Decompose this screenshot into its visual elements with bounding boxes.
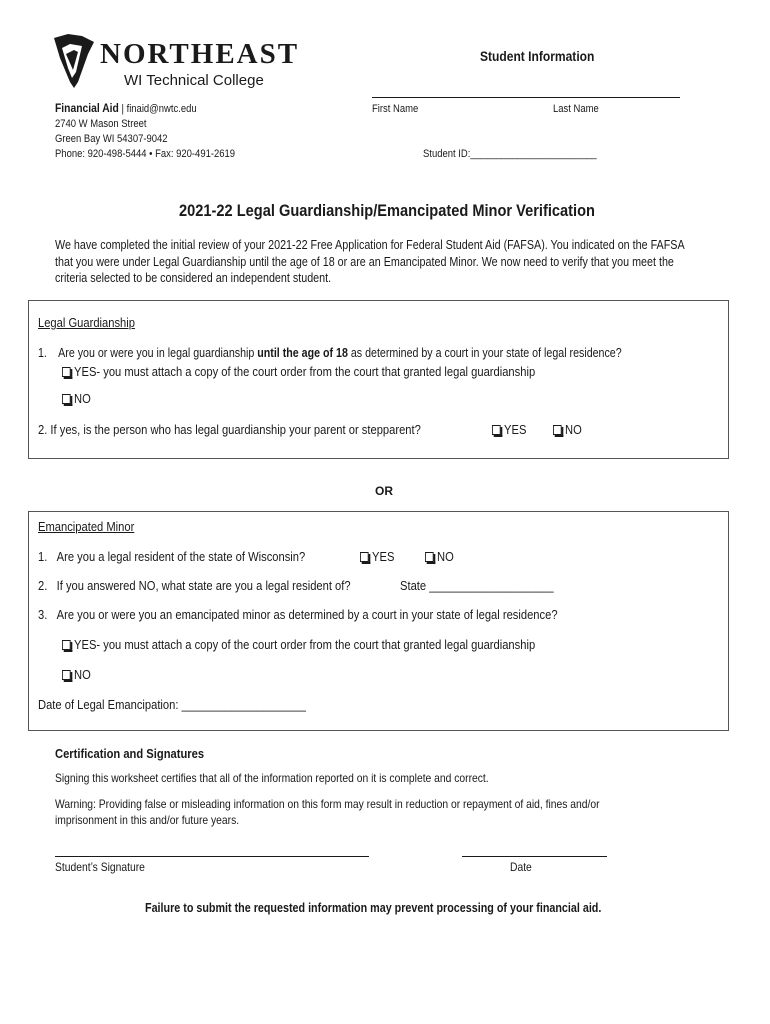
q3-text: Are you or were you an emancipated minor as determined by a court in your state of legal residence? [56, 607, 558, 622]
q1-text-pre: Are you or were you in legal guardianship [58, 345, 255, 360]
or-divider: OR [375, 484, 393, 498]
warning-line: imprisonment in this and/or future years. [55, 813, 240, 827]
address-line-1: 2740 W Mason Street [55, 118, 147, 130]
q1-number: 1. [38, 345, 47, 360]
emancipated-heading: Emancipated Minor [38, 519, 135, 534]
emancipated-q3-no[interactable] [62, 667, 91, 682]
q2-number: 2. [38, 578, 48, 593]
footer-notice: Failure to submit the requested information may prevent processing of your financial aid. [145, 901, 602, 915]
guardianship-q1-no[interactable] [62, 391, 91, 406]
emancipated-q3-yes[interactable] [62, 637, 535, 652]
checkbox-icon[interactable] [62, 394, 71, 404]
checkbox-icon[interactable] [62, 640, 71, 650]
emancipated-q3 [38, 607, 558, 622]
checkbox-icon[interactable] [492, 425, 501, 435]
intro-line: criteria selected to be considered an independent student. [55, 271, 332, 285]
college-logo [52, 32, 302, 90]
address-line-2: Green Bay WI 54307-9042 [55, 133, 168, 145]
warning-text [55, 796, 600, 828]
date-label: Date [510, 860, 532, 874]
checkbox-icon[interactable] [553, 425, 562, 435]
certification-statement: Signing this worksheet certifies that all of the information reported on it is complete and correct. [55, 771, 489, 785]
logo-subtitle: WI Technical College [124, 72, 264, 89]
q1-no-label: NO [437, 549, 454, 564]
checkbox-icon[interactable] [62, 367, 71, 377]
q2-yes-label: YES [504, 422, 527, 437]
q1-yes-label: YES [372, 549, 395, 564]
student-id-field[interactable]: Student ID:________________________ [423, 148, 597, 160]
document-title: 2021-22 Legal Guardianship/Emancipated Minor Verification [179, 201, 595, 220]
date-line[interactable] [462, 856, 607, 857]
q3-no-label: NO [74, 667, 91, 682]
guardianship-q2-yes[interactable] [492, 422, 526, 437]
dept-separator: | [121, 103, 124, 115]
guardianship-q2-no[interactable] [553, 422, 582, 437]
guardianship-q1-yes[interactable] [62, 364, 535, 379]
checkbox-icon[interactable] [62, 670, 71, 680]
certification-heading: Certification and Signatures [55, 746, 205, 761]
intro-paragraph [55, 237, 685, 287]
q2-text: If you answered NO, what state are you a legal resident of? [56, 578, 351, 593]
last-name-label: Last Name [553, 103, 599, 115]
state-field[interactable]: State ____________________ [400, 578, 554, 593]
q1-text-bold: until the age of 18 [257, 345, 348, 360]
dept-name: Financial Aid [55, 101, 119, 115]
intro-line: We have completed the initial review of your 2021-22 Free Application for Federal Student Aid (FAFSA). You indicated on the FAFSA [55, 238, 685, 252]
checkbox-icon[interactable] [425, 552, 434, 562]
emancipation-date-field[interactable]: Date of Legal Emancipation: ____________________ [38, 697, 306, 712]
q1-text: Are you a legal resident of the state of Wisconsin? [56, 549, 306, 564]
contact-block [55, 101, 235, 162]
intro-line: that you were under Legal Guardianship until the age of 18 or are an Emancipated Minor. We now need to verify that you meet the [55, 254, 674, 269]
q1-yes-label: YES- you must attach a copy of the court order from the court that granted legal guardianship [74, 364, 536, 379]
shield-logo-icon [52, 32, 96, 90]
emancipated-q1 [38, 549, 305, 564]
signature-label: Student’s Signature [55, 860, 145, 874]
first-name-label: First Name [372, 103, 419, 115]
emancipated-q1-no[interactable] [425, 549, 454, 564]
guardianship-q1 [38, 345, 622, 360]
emancipated-q2 [38, 578, 351, 593]
q2-no-label: NO [565, 422, 582, 437]
checkbox-icon[interactable] [360, 552, 369, 562]
q1-number: 1. [38, 549, 48, 564]
emancipated-q1-yes[interactable] [360, 549, 394, 564]
dept-email[interactable]: finaid@nwtc.edu [126, 103, 197, 115]
q3-yes-label: YES- you must attach a copy of the court order from the court that granted legal guardianship [74, 637, 536, 652]
guardianship-q2: 2. If yes, is the person who has legal guardianship your parent or stepparent? [38, 422, 421, 437]
name-line[interactable] [372, 97, 680, 98]
q3-number: 3. [38, 607, 48, 622]
phone-fax: Phone: 920-498-5444 • Fax: 920-491-2619 [55, 148, 236, 160]
logo-wordmark: NORTHEAST [100, 38, 300, 70]
q1-no-label: NO [74, 391, 91, 406]
dept-line [55, 101, 235, 117]
signature-line[interactable] [55, 856, 369, 857]
warning-line: Warning: Providing false or misleading information on this form may result in reduction or repayment of aid, fines and/or [55, 797, 600, 811]
q1-text-post: as determined by a court in your state of legal residence? [350, 345, 622, 360]
guardianship-heading: Legal Guardianship [38, 315, 135, 330]
student-info-title: Student Information [480, 48, 595, 64]
